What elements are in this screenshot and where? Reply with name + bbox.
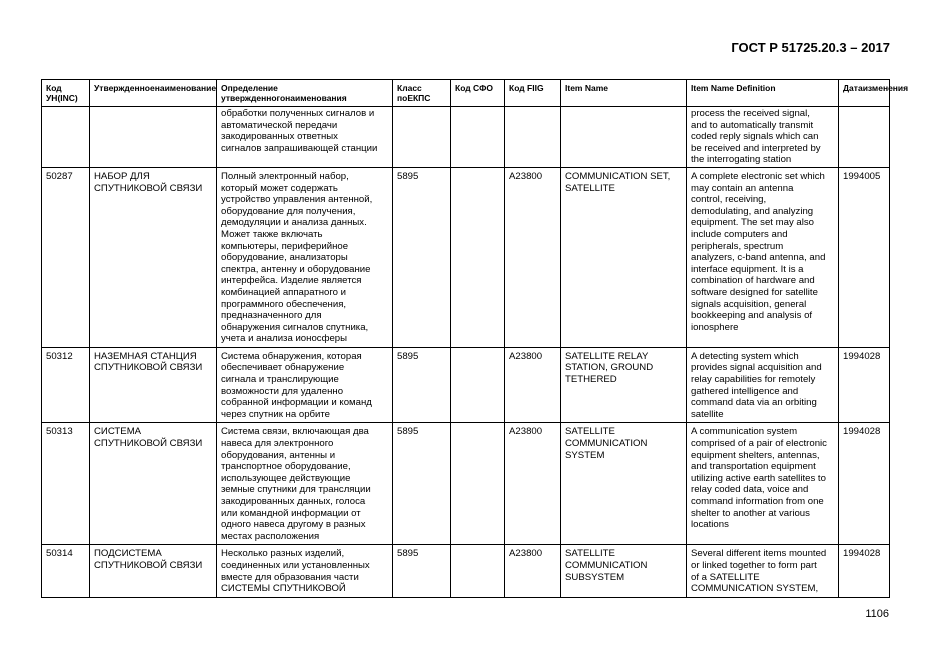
cell-line: СПУТНИКОВОЙ СВЯЗИ	[94, 182, 203, 194]
document-title: ГОСТ Р 51725.20.3 – 2017	[731, 40, 890, 55]
cell-line: обнаружения сигналов спутника,	[221, 321, 369, 333]
inc-cell: 50313	[42, 423, 90, 545]
column-header-line: изменения	[862, 83, 909, 93]
class-cell: 5895	[393, 347, 451, 423]
item-name-cell	[561, 545, 687, 597]
fiig-cell: A23800	[505, 423, 561, 545]
cell-line: вместе для образования части	[221, 571, 359, 583]
column-header-line: наименования	[285, 93, 347, 103]
item-name-cell	[561, 423, 687, 545]
page-number: 1106	[865, 608, 889, 620]
cell-line: НАБОР ДЛЯ	[94, 170, 150, 182]
cell-line: A detecting system which	[691, 350, 799, 362]
column-header-line: Код УН	[46, 83, 62, 103]
cell-line: provides signal acquisition and	[691, 362, 822, 374]
cell-line: equipment shelters, antennas,	[691, 449, 820, 461]
cell-line: process the received signal,	[691, 108, 810, 119]
cell-line: одного навеса другому в разных	[221, 519, 366, 531]
cell-line: соединенных или установленных	[221, 559, 370, 571]
cell-line: SATELLITE	[565, 426, 615, 438]
definition-ru-cell	[217, 107, 393, 168]
item-name-cell	[561, 347, 687, 423]
cell-line: Несколько разных изделий,	[221, 548, 345, 560]
inc-cell: 50312	[42, 347, 90, 423]
table-row	[42, 423, 890, 545]
cell-line: демодуляции и анализа данных.	[221, 217, 367, 229]
cell-line: SUBSYSTEM	[565, 571, 625, 583]
cell-line: обеспечивает обнаружение	[221, 362, 345, 374]
cell-line: ПОДСИСТЕМА	[94, 548, 162, 560]
column-header-class	[393, 80, 451, 107]
cell-line: or linked together to form part	[691, 559, 817, 571]
table-row	[42, 107, 890, 168]
column-header-line: Item Name Definition	[691, 83, 776, 93]
cell-line: SYSTEM	[565, 449, 605, 461]
class-cell: 5895	[393, 423, 451, 545]
date-cell	[839, 107, 890, 168]
cell-line: COMMUNICATION SET,	[565, 170, 671, 182]
item-name-cell	[561, 167, 687, 347]
column-header-line: ЕКПС	[407, 93, 431, 103]
cell-line: который может содержать	[221, 182, 338, 194]
name-ru-cell	[90, 545, 217, 597]
cell-line: СИСТЕМА	[94, 426, 142, 438]
cell-line: locations	[691, 519, 729, 531]
cell-line: gathered intelligence and	[691, 385, 799, 397]
cell-line: COMMUNICATION SYSTEM,	[691, 583, 819, 595]
column-header-name-ru	[90, 80, 217, 107]
cell-line: and to automatically transmit	[691, 119, 814, 131]
column-header-inc	[42, 80, 90, 107]
class-cell	[393, 107, 451, 168]
definition-en-cell	[687, 423, 839, 545]
cell-line: собранной информации и команд	[221, 397, 372, 409]
definition-en-cell	[687, 167, 839, 347]
fiig-cell: A23800	[505, 167, 561, 347]
cell-line: A complete electronic set which	[691, 170, 825, 182]
cell-line: may contain an antenna	[691, 182, 794, 194]
cell-line: the interrogating station	[691, 154, 792, 166]
column-header-line: Код СФО	[455, 83, 494, 93]
sfo-cell	[451, 167, 505, 347]
cell-line: возможности для удаленно	[221, 385, 344, 397]
cell-line: использующее действующие	[221, 472, 351, 484]
column-header-date	[839, 80, 909, 107]
cell-line: signals acquisition, general	[691, 298, 807, 310]
cell-line: интерфейса. Изделие является	[221, 275, 362, 287]
cell-line: или командной информации от	[221, 507, 361, 519]
cell-line: be received and interpreted by	[691, 142, 821, 154]
cell-line: demodulating, and analyzing	[691, 205, 814, 217]
cell-line: SATELLITE RELAY	[565, 350, 649, 362]
sfo-cell	[451, 347, 505, 423]
cell-line: satellite	[691, 408, 724, 420]
cell-line: relay capabilities for remotely	[691, 374, 816, 386]
cell-line: предназначенного для	[221, 310, 322, 322]
definition-ru-cell	[217, 423, 393, 545]
cell-line: SATELLITE	[565, 182, 615, 194]
cell-line: СИСТЕМЫ СПУТНИКОВОЙ	[221, 583, 346, 595]
cell-line: СПУТНИКОВОЙ СВЯЗИ	[94, 438, 203, 450]
item-name-cell	[561, 107, 687, 168]
column-header-line: Класс по	[397, 83, 422, 103]
cell-line: Полный электронный набор,	[221, 170, 349, 182]
cell-line: TETHERED	[565, 374, 617, 386]
column-header-line: Утвержденное	[94, 83, 155, 93]
cell-line: спектра, антенну и оборудование	[221, 263, 371, 275]
date-cell: 1994028	[839, 347, 890, 423]
cell-line: software designed for satellite	[691, 286, 818, 298]
cell-line: comprised of a pair of electronic	[691, 438, 827, 450]
cell-line: equipment. The set may also	[691, 217, 815, 229]
cell-line: комбинацией аппаратного и	[221, 286, 347, 298]
cell-line: программного обеспечения,	[221, 298, 347, 310]
column-header-fiig	[505, 80, 561, 107]
definition-en-cell	[687, 545, 839, 597]
inc-cell: 50287	[42, 167, 90, 347]
cell-line: НАЗЕМНАЯ СТАНЦИЯ	[94, 350, 197, 362]
column-header-definition-en	[687, 80, 839, 107]
cell-line: сигнала и транслирующие	[221, 374, 339, 386]
table-row	[42, 545, 890, 597]
cell-line: STATION, GROUND	[565, 362, 654, 374]
table-row	[42, 347, 890, 423]
cell-line: оборудования, антенны и	[221, 449, 336, 461]
cell-line: analyzers, c-band antenna, and	[691, 252, 826, 264]
fiig-cell: A23800	[505, 347, 561, 423]
cell-line: interface equipment. It is a	[691, 263, 804, 275]
date-cell: 1994028	[839, 423, 890, 545]
definition-en-cell	[687, 107, 839, 168]
name-ru-cell	[90, 347, 217, 423]
column-header-line: Код FIIG	[509, 83, 544, 93]
cell-line: компьютеры, периферийное	[221, 240, 349, 252]
cell-line: закодированных данных, голоса	[221, 496, 366, 507]
cell-line: include computers and	[691, 228, 788, 240]
cell-line: A communication system	[691, 426, 798, 438]
cell-line: закодированных ответных	[221, 131, 338, 143]
table-row	[42, 167, 890, 347]
cell-line: command data via an orbiting	[691, 397, 817, 409]
column-header-item-name	[561, 80, 687, 107]
cell-line: устройство управления антенной,	[221, 194, 373, 206]
date-cell: 1994005	[839, 167, 890, 347]
class-cell: 5895	[393, 167, 451, 347]
cell-line: навеса для электронного	[221, 438, 334, 450]
column-header-line: Item Name	[565, 83, 608, 93]
fiig-cell	[505, 107, 561, 168]
cell-line: SATELLITE	[565, 548, 615, 560]
fiig-cell: A23800	[505, 545, 561, 597]
cell-line: оборудование, анализаторы	[221, 252, 348, 264]
cell-line: Может также включать	[221, 228, 323, 240]
cell-line: and transportation equipment	[691, 461, 816, 473]
cell-line: СПУТНИКОВОЙ СВЯЗИ	[94, 559, 203, 571]
table-header-row	[42, 80, 890, 107]
cell-line: utilizing active earth satellites to	[691, 472, 826, 484]
column-header-line: Дата	[843, 83, 863, 93]
name-ru-cell	[90, 107, 217, 168]
column-header-line: Определение утвержденного	[221, 83, 286, 103]
cell-line: ionosphere	[691, 321, 739, 333]
table-body	[42, 107, 890, 598]
sfo-cell	[451, 423, 505, 545]
sfo-cell	[451, 107, 505, 168]
sfo-cell	[451, 545, 505, 597]
cell-line: учета и анализа ионосферы	[221, 333, 348, 345]
class-cell: 5895	[393, 545, 451, 597]
name-ru-cell	[90, 167, 217, 347]
cell-line: обработки полученных сигналов и	[221, 108, 375, 119]
inc-cell	[42, 107, 90, 168]
column-header-line: наименование	[154, 83, 217, 93]
cell-line: relay coded data, voice and	[691, 484, 809, 496]
column-header-line: (INC)	[57, 93, 78, 103]
cell-line: coded reply signals which can	[691, 131, 819, 143]
column-header-definition-ru	[217, 80, 393, 107]
cell-line: bookkeeping and analysis of	[691, 310, 813, 322]
inc-cell: 50314	[42, 545, 90, 597]
cell-line: of a SATELLITE	[691, 571, 760, 583]
cell-line: земные спутники для трансляции	[221, 484, 371, 496]
name-ru-cell	[90, 423, 217, 545]
definition-ru-cell	[217, 347, 393, 423]
date-cell: 1994028	[839, 545, 890, 597]
cell-line: Система обнаружения, которая	[221, 350, 362, 362]
cell-line: сигналов запрашивающей станции	[221, 142, 378, 154]
cell-line: COMMUNICATION	[565, 438, 648, 450]
definition-ru-cell	[217, 545, 393, 597]
cell-line: транспортное оборудование,	[221, 461, 351, 473]
cell-line: command information from one	[691, 496, 824, 507]
definition-ru-cell	[217, 167, 393, 347]
cell-line: через спутник на орбите	[221, 408, 331, 420]
cell-line: Система связи, включающая два	[221, 426, 369, 438]
cell-line: COMMUNICATION	[565, 559, 648, 571]
cell-line: control, receiving,	[691, 194, 767, 206]
cell-line: местах расположения	[221, 530, 320, 542]
cell-line: peripherals, spectrum	[691, 240, 784, 252]
cell-line: оборудование для получения,	[221, 205, 356, 217]
cell-line: СПУТНИКОВОЙ СВЯЗИ	[94, 362, 203, 374]
cell-line: combination of hardware and	[691, 275, 815, 287]
definition-en-cell	[687, 347, 839, 423]
item-names-table	[41, 79, 909, 598]
cell-line: автоматической передачи	[221, 119, 338, 131]
column-header-sfo	[451, 80, 505, 107]
cell-line: shelter to another at various	[691, 507, 810, 519]
cell-line: Several different items mounted	[691, 548, 827, 560]
